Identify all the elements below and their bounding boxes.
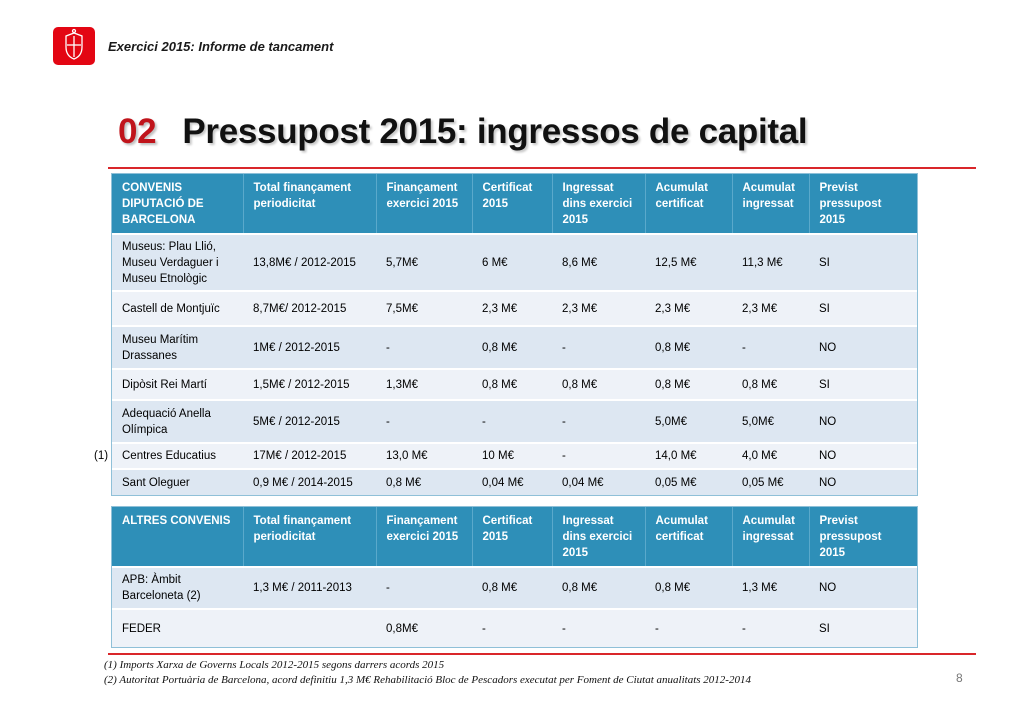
table-cell: 1M€ / 2012-2015 [243, 326, 376, 369]
table-cell: 8,6 M€ [552, 234, 645, 291]
table-cell: 0,8 M€ [732, 369, 809, 400]
table-cell: - [376, 567, 472, 609]
column-header: Acumulat certificat [645, 507, 732, 567]
table-row [112, 326, 917, 369]
table-cell: - [732, 609, 809, 647]
column-header: Acumulat ingressat [732, 507, 809, 567]
page-title [118, 112, 807, 152]
table-cell: 2,3 M€ [645, 291, 732, 326]
table-cell: Museus: Plau Llió, Museu Verdaguer i Museu Etnològic [112, 234, 243, 291]
column-header: Finançament exercici 2015 [376, 174, 472, 234]
table-row [112, 400, 917, 443]
table-cell: Dipòsit Rei Martí [112, 369, 243, 400]
table-cell: Adequació Anella Olímpica [112, 400, 243, 443]
table-cell: 5M€ / 2012-2015 [243, 400, 376, 443]
table-cell: - [732, 326, 809, 369]
section-number: 02 [118, 112, 157, 151]
table-cell: - [552, 326, 645, 369]
column-header: Total finançament periodicitat [243, 507, 376, 567]
table-row [112, 234, 917, 291]
convenis-diputacio-table [112, 174, 917, 495]
footnote-2: (2) Autoritat Portuària de Barcelona, acord definitiu 1,3 M€ Rehabilitació Bloc de Pescadors executat per Foment de Ciutat anualitats 2012-2014 [104, 674, 751, 686]
column-header: Finançament exercici 2015 [376, 507, 472, 567]
table-cell: NO [809, 443, 917, 469]
column-header: Acumulat ingressat [732, 174, 809, 234]
table-cell: 7,5M€ [376, 291, 472, 326]
column-header: Previst pressupost 2015 [809, 174, 917, 234]
table-cell: - [472, 400, 552, 443]
table-cell: 0,04 M€ [472, 469, 552, 495]
table-cell: 1,3M€ [376, 369, 472, 400]
table-cell: 4,0 M€ [732, 443, 809, 469]
table-cell: - [645, 609, 732, 647]
table-cell: 0,05 M€ [645, 469, 732, 495]
crest-icon [53, 27, 95, 65]
table-cell: - [552, 609, 645, 647]
column-header: Acumulat certificat [645, 174, 732, 234]
table-cell: 1,3 M€ / 2011-2013 [243, 567, 376, 609]
table-cell: 0,8 M€ [552, 369, 645, 400]
table-row [112, 443, 917, 469]
table-cell: 0,8 M€ [645, 326, 732, 369]
column-header: Certificat 2015 [472, 507, 552, 567]
table-cell: NO [809, 326, 917, 369]
column-header: Ingressat dins exercici 2015 [552, 174, 645, 234]
table-header-row [112, 174, 917, 234]
table-cell: APB: Àmbit Barceloneta (2) [112, 567, 243, 609]
table-row [112, 291, 917, 326]
table-cell: 14,0 M€ [645, 443, 732, 469]
table-cell: 12,5 M€ [645, 234, 732, 291]
column-header: Total finançament periodicitat [243, 174, 376, 234]
title-text: Pressupost 2015: ingressos de capital [182, 112, 808, 151]
table-cell: 0,8 M€ [645, 567, 732, 609]
table-cell: 0,8 M€ [376, 469, 472, 495]
table-row [112, 609, 917, 647]
table-cell: 0,05 M€ [732, 469, 809, 495]
table-cell: 13,8M€ / 2012-2015 [243, 234, 376, 291]
table-cell: FEDER [112, 609, 243, 647]
table-cell: 11,3 M€ [732, 234, 809, 291]
table-cell [243, 609, 376, 647]
table-cell: - [552, 400, 645, 443]
table-cell: 2,3 M€ [732, 291, 809, 326]
table-cell: 5,7M€ [376, 234, 472, 291]
table-cell: 5,0M€ [645, 400, 732, 443]
column-header: Ingressat dins exercici 2015 [552, 507, 645, 567]
table-cell: Centres Educatius [112, 443, 243, 469]
table-cell: SI [809, 369, 917, 400]
table-cell: NO [809, 400, 917, 443]
column-header: Certificat 2015 [472, 174, 552, 234]
column-header: Previst pressupost 2015 [809, 507, 917, 567]
table-cell: - [472, 609, 552, 647]
table-cell: SI [809, 234, 917, 291]
table-header-row [112, 507, 917, 567]
table-cell: 17M€ / 2012-2015 [243, 443, 376, 469]
table-cell: SI [809, 609, 917, 647]
table-cell: - [376, 326, 472, 369]
city-logo [53, 27, 95, 65]
table-cell: - [552, 443, 645, 469]
table-cell: 1,5M€ / 2012-2015 [243, 369, 376, 400]
column-header: ALTRES CONVENIS [112, 507, 243, 567]
table-cell: Castell de Montjuïc [112, 291, 243, 326]
table-cell: Sant Oleguer [112, 469, 243, 495]
table-cell: NO [809, 567, 917, 609]
table-cell: 1,3 M€ [732, 567, 809, 609]
table-cell: 0,8M€ [376, 609, 472, 647]
table-cell: - [376, 400, 472, 443]
table-row [112, 469, 917, 495]
table-cell: 6 M€ [472, 234, 552, 291]
table-cell: SI [809, 291, 917, 326]
table-row [112, 567, 917, 609]
title-divider [108, 167, 976, 169]
table-cell: 0,04 M€ [552, 469, 645, 495]
footer-divider [108, 653, 976, 655]
table-cell: 0,8 M€ [552, 567, 645, 609]
table-cell: 5,0M€ [732, 400, 809, 443]
table-cell: NO [809, 469, 917, 495]
table-cell: 2,3 M€ [552, 291, 645, 326]
footnote-1: (1) Imports Xarxa de Governs Locals 2012-2015 segons darrers acords 2015 [104, 659, 445, 671]
column-header: CONVENIS DIPUTACIÓ DE BARCELONA [112, 174, 243, 234]
report-subtitle: Exercici 2015: Informe de tancament [108, 39, 334, 54]
table-cell: 0,8 M€ [472, 567, 552, 609]
altres-convenis-table [112, 507, 917, 647]
table-cell: Museu Marítim Drassanes [112, 326, 243, 369]
page-number: 8 [956, 671, 963, 685]
table-row [112, 369, 917, 400]
table-cell: 13,0 M€ [376, 443, 472, 469]
table-cell: 8,7M€/ 2012-2015 [243, 291, 376, 326]
table-cell: 0,8 M€ [645, 369, 732, 400]
table-cell: 0,8 M€ [472, 326, 552, 369]
row-footnote-marker: (1) [94, 450, 109, 462]
table-cell: 10 M€ [472, 443, 552, 469]
table-cell: 0,9 M€ / 2014-2015 [243, 469, 376, 495]
table-cell: 2,3 M€ [472, 291, 552, 326]
table-cell: 0,8 M€ [472, 369, 552, 400]
